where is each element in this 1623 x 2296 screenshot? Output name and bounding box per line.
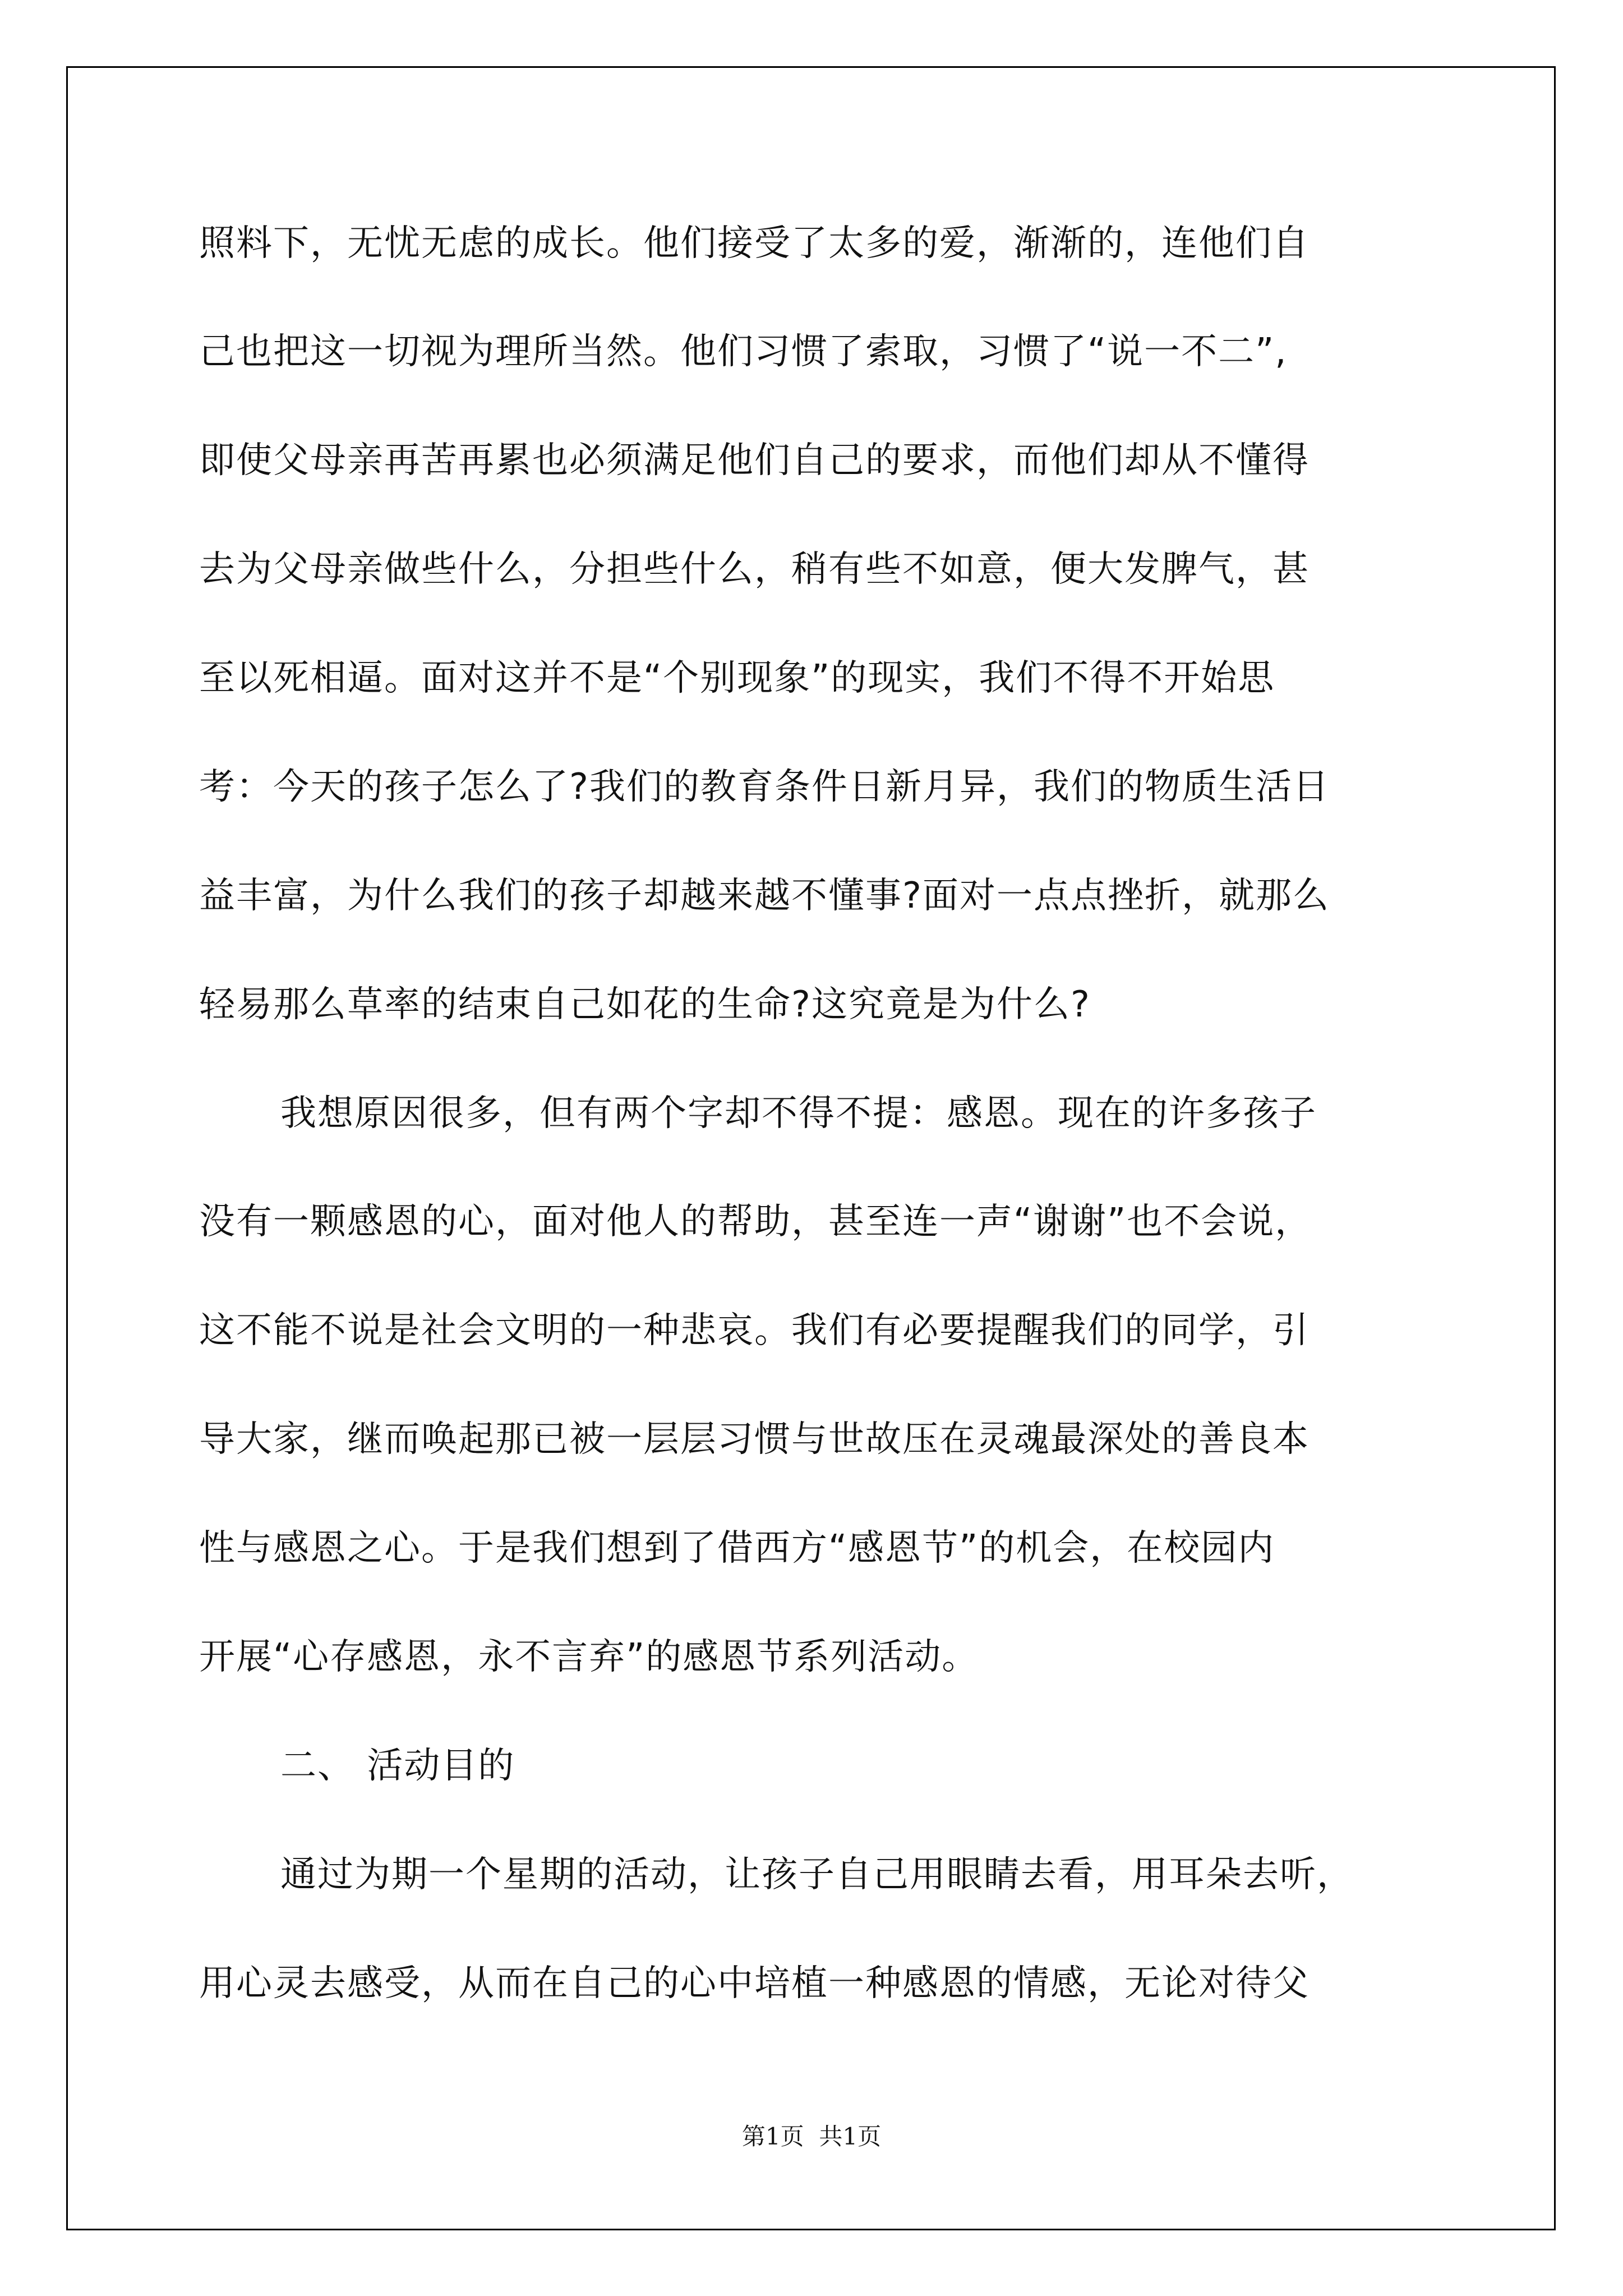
body-text-line: 即使父母亲再苦再累也必须满足他们自己的要求，而他们却从不懂得 xyxy=(199,440,1310,481)
body-text-line: 开展“心存感恩，永不言弃”的感恩节系列活动。 xyxy=(199,1636,979,1678)
body-text-line: 用心灵去感受，从而在自己的心中培植一种感恩的情感，无论对待父 xyxy=(199,1963,1310,2004)
page-footer: 第1页 共1页 xyxy=(741,2123,882,2150)
body-text-line: 导大家，继而唤起那已被一层层习惯与世故压在灵魂最深处的善良本 xyxy=(199,1419,1310,1460)
body-text-line: 性与感恩之心。于是我们想到了借西方“感恩节”的机会，在校园内 xyxy=(199,1527,1275,1569)
body-text-line: 去为父母亲做些什么，分担些什么，稍有些不如意，便大发脾气，甚 xyxy=(199,549,1310,590)
body-text-line: 益丰富，为什么我们的孩子却越来越不懂事?面对一点点挫折，就那么 xyxy=(199,875,1330,917)
body-text-line: 没有一颗感恩的心，面对他人的帮助，甚至连一声“谢谢”也不会说， xyxy=(199,1201,1312,1243)
section-heading: 二、 活动目的 xyxy=(280,1745,515,1787)
paragraph-first-line: 通过为期一个星期的活动，让孩子自己用眼睛去看，用耳朵去听， xyxy=(280,1854,1354,1895)
body-text-line: 轻易那么草率的结束自己如花的生命?这究竟是为什么? xyxy=(199,984,1091,1025)
body-text-line: 这不能不说是社会文明的一种悲哀。我们有必要提醒我们的同学，引 xyxy=(199,1310,1310,1351)
paragraph-first-line: 我想原因很多，但有两个字却不得不提：感恩。现在的许多孩子 xyxy=(280,1093,1317,1134)
body-text-line: 考：今天的孩子怎么了?我们的教育条件日新月异，我们的物质生活日 xyxy=(199,766,1330,808)
page-border xyxy=(66,66,1556,2230)
body-text-line: 至以死相逼。面对这并不是“个别现象”的现实，我们不得不开始思 xyxy=(199,657,1275,699)
body-text-line: 己也把这一切视为理所当然。他们习惯了索取，习惯了“说一不二”, xyxy=(199,331,1288,372)
body-text-line: 照料下，无忧无虑的成长。他们接受了太多的爱，渐渐的，连他们自 xyxy=(199,223,1310,264)
